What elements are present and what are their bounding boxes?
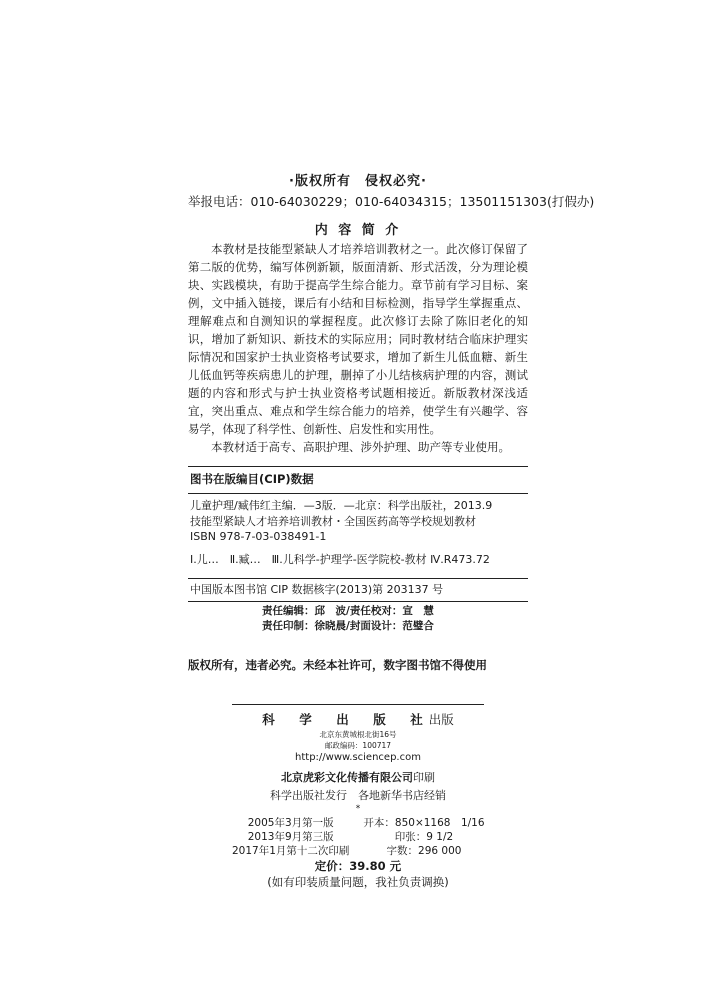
publisher-url: http://www.sciencep.com bbox=[295, 751, 421, 763]
edition-date: 2017年1月第十二次印刷 bbox=[232, 844, 350, 857]
copyright-page bbox=[188, 172, 595, 891]
cip-record-box bbox=[188, 578, 528, 602]
cip-line-isbn: ISBN 978-7-03-038491-1 bbox=[190, 530, 327, 543]
edition-spec: 开本：850×1168 1/16 bbox=[363, 816, 485, 829]
quality-notice: (如有印装质量问题，我社负责调换) bbox=[267, 874, 449, 889]
edition-row bbox=[232, 844, 485, 858]
copyright-title: ·版权所有 侵权必究· bbox=[289, 174, 427, 189]
cip-section bbox=[188, 466, 528, 602]
publisher-name: 科 学 出 版 社 bbox=[262, 711, 429, 727]
cip-line-classification: Ⅰ.儿… Ⅱ.臧… Ⅲ.儿科学-护理学-医学院校-教材 Ⅳ.R473.72 bbox=[190, 552, 490, 566]
edition-spec: 印张：9 1/2 bbox=[394, 830, 454, 843]
summary-paragraph-1: 本教材是技能型紧缺人才培养培训教材之一。此次修订保留了第二版的优势，编写体例新颖，版面清新、形式活泼，分为理论模块、实践模块，有助于提高学生综合能力。章节前有学习目标、案例，文中插入链接，课后有小结和目标检测，指导学生掌握重点、理解难点和自测知识的掌握程度。此次修订去除了陈旧老化的知识，增加了新知识、新技术的实际应用；同时教材结合临床护理实际情况和国家护士执业资格考试要求，增加了新生儿低血糖、新生儿低血钙等疾病患儿的护理，删掉了小儿结核病护理的内容，测试题的内容和形式与护士执业资格考试题相接近。新版教材深浅适宜，突出重点、难点和学生综合能力的培养，使学生有兴趣学、容易学，体现了科学性、创新性、启发性和实用性。 bbox=[188, 242, 528, 436]
edition-spec: 字数：296 000 bbox=[386, 844, 462, 857]
separator-star: * bbox=[355, 803, 361, 814]
edition-date: 2005年3月第一版 bbox=[247, 816, 334, 829]
edition-row bbox=[232, 816, 485, 830]
publication-block bbox=[232, 704, 484, 891]
cip-heading: 图书在版编目(CIP)数据 bbox=[190, 472, 314, 486]
price: 定价：39.80 元 bbox=[314, 858, 402, 873]
report-phone-line: 举报电话：010-64030229；010-64034315；13501151303(打假办) bbox=[188, 194, 595, 209]
publisher-line bbox=[232, 711, 484, 729]
publisher-suffix: 出版 bbox=[428, 711, 454, 727]
editor-credit-2: 责任印制：徐晓晨/封面设计：范璧合 bbox=[262, 619, 434, 632]
summary-paragraph-2: 本教材适于高专、高职护理、涉外护理、助产等专业使用。 bbox=[211, 440, 510, 454]
publisher-postcode: 邮政编码：100717 bbox=[324, 740, 392, 750]
printer-name: 北京虎彩文化传播有限公司 bbox=[281, 770, 413, 784]
printer-line bbox=[232, 769, 484, 786]
distribution-line: 科学出版社发行 各地新华书店经销 bbox=[270, 788, 446, 802]
edition-date: 2013年9月第三版 bbox=[247, 830, 334, 843]
edition-table bbox=[232, 816, 485, 858]
printer-suffix: 印刷 bbox=[413, 770, 435, 784]
cip-data-box bbox=[188, 493, 528, 574]
publisher-address: 北京东黄城根北街16号 bbox=[319, 729, 397, 739]
cip-record-number: 中国版本图书馆 CIP 数据核字(2013)第 203137 号 bbox=[190, 583, 444, 596]
edition-row bbox=[232, 830, 485, 844]
summary-title: 内 容 简 介 bbox=[314, 223, 402, 238]
cip-line-series: 技能型紧缺人才培养培训教材・全国医药高等学校规划教材 bbox=[190, 514, 476, 528]
cip-line-title: 儿童护理/臧伟红主编．—3版．—北京：科学出版社，2013.9 bbox=[190, 499, 493, 512]
rights-note: 版权所有，违者必究。未经本社许可，数字图书馆不得使用 bbox=[188, 657, 487, 672]
editor-credit-1: 责任编辑：邱 波/责任校对：宣 慧 bbox=[262, 604, 434, 617]
